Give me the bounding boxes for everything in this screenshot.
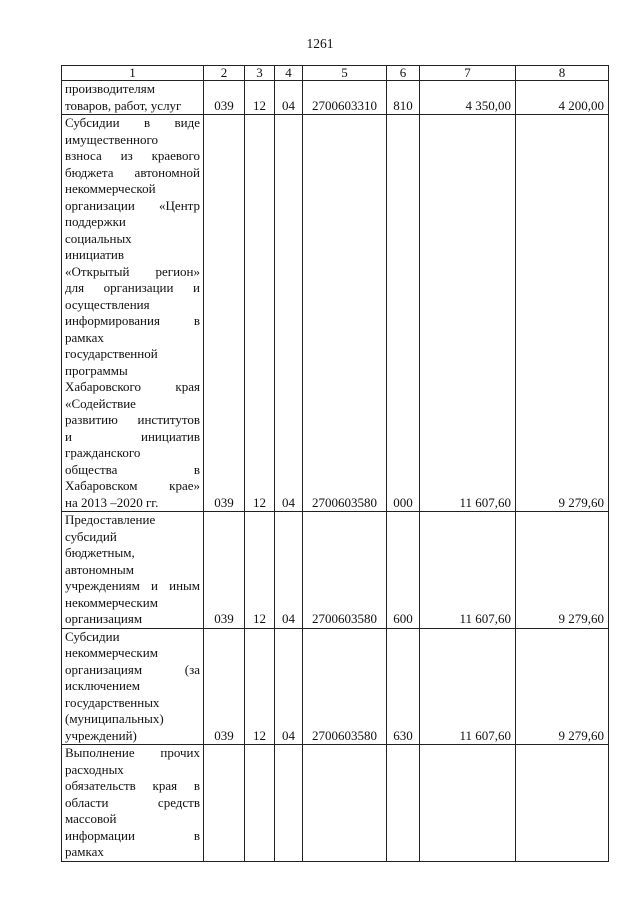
amount-2019-value: 11 607,60 [459,611,511,626]
column-header: 4 [275,66,303,81]
expense-type-value [389,844,417,861]
description-line: Предоставление [65,512,156,527]
description-line: массовой [65,811,117,826]
description-line: некоммерческим [65,645,158,660]
amount-2019-value [422,844,511,861]
expense-type-cell [387,628,420,745]
description-line: Хабаровского края [65,379,200,394]
description-line: некоммерческим [65,594,158,610]
column-header: 8 [516,66,609,81]
target-article-cell [303,745,387,862]
description-line: Субсидии [65,628,120,644]
description-line: «Открытый регион» [65,263,200,279]
admin-code-cell [204,745,245,862]
description-cell [62,115,204,512]
description-cell [62,745,204,862]
admin-code-value: 039 [214,611,234,626]
amount-2020-value [518,844,604,861]
description-line: программы [65,362,128,378]
table-row [62,81,609,115]
amount-2020-value: 9 279,60 [558,727,604,743]
admin-code-cell [204,628,245,745]
column-header: 3 [245,66,275,81]
admin-code-cell [204,512,245,629]
expense-type-value: 630 [393,727,413,743]
amount-2020-value: 9 279,60 [558,611,604,626]
subsection-cell [275,628,303,745]
description-line: области средств [65,794,200,810]
expense-type-value: 810 [393,97,413,113]
description-line: информирования в [65,313,200,328]
table-row [62,628,609,745]
budget-table [61,65,609,862]
description-line: взноса из краевого [65,148,200,163]
description-cell [62,628,204,745]
section-cell [245,512,275,629]
admin-code-value: 039 [214,727,234,743]
description-line: Хабаровском крае» [65,478,200,493]
table-row [62,745,609,862]
subsection-value: 04 [282,727,295,743]
description-line: развитию институтов [65,412,200,427]
admin-code-cell [204,81,245,115]
description-line: автономным [65,561,134,577]
expense-type-cell [387,745,420,862]
target-article-cell [303,628,387,745]
description-line: социальных [65,230,132,246]
description-line: учреждений) [65,727,137,743]
description-line: гражданского [65,445,141,460]
section-cell [245,745,275,862]
subsection-cell [275,745,303,862]
description-line: производителям [65,81,155,96]
section-value [247,844,272,861]
description-line: осуществления [65,296,150,312]
description-line: «Содействие [65,395,136,411]
description-line: рамках [65,329,104,345]
amount-2019-cell [420,628,516,745]
subsection-cell [275,115,303,512]
description-line: организациям (за [65,661,200,677]
subsection-value [277,844,300,861]
amount-2020-cell [516,115,609,512]
column-header: 2 [204,66,245,81]
amount-2019-cell [420,115,516,512]
subsection-value: 04 [282,97,295,113]
amount-2020-cell [516,628,609,745]
description-line: государственной [65,346,158,361]
header-row [62,66,609,81]
page-number: 1261 [306,36,334,51]
amount-2019-value: 11 607,60 [459,494,511,510]
description-line: инициатив [65,247,124,262]
target-article-cell [303,81,387,115]
admin-code-cell [204,115,245,512]
description-line: поддержки [65,214,126,229]
description-cell [62,512,204,629]
description-cell [62,81,204,115]
column-header: 1 [62,66,204,81]
description-line: учреждениям и иным [65,578,200,593]
amount-2020-cell [516,81,609,115]
description-line: общества в [65,461,200,477]
description-line: организациям [65,611,143,626]
amount-2020-value: 4 200,00 [558,97,604,113]
description-line: организации «Центр [65,197,200,213]
target-article-value: 2700603580 [312,611,377,626]
amount-2019-cell [420,81,516,115]
amount-2020-cell [516,745,609,862]
section-cell [245,115,275,512]
description-line: Субсидии в виде [65,115,200,130]
description-line: и инициатив [65,428,200,444]
amount-2019-value: 4 350,00 [465,97,511,113]
description-line: государственных [65,694,160,710]
target-article-value: 2700603310 [312,97,377,113]
description-line: субсидий [65,528,117,544]
description-line: бюджета автономной [65,164,200,180]
section-cell [245,628,275,745]
target-article-cell [303,115,387,512]
description-line: имущественного [65,131,158,147]
amount-2019-value: 11 607,60 [459,727,511,743]
description-line: (муниципальных) [65,711,164,726]
target-article-cell [303,512,387,629]
description-line: Выполнение прочих [65,745,200,760]
admin-code-value: 039 [214,494,234,510]
section-value: 12 [253,727,266,743]
subsection-cell [275,512,303,629]
section-value: 12 [253,97,266,113]
description-line: информации в [65,827,200,843]
subsection-value: 04 [282,611,295,626]
description-line: исключением [65,678,140,693]
expense-type-cell [387,81,420,115]
section-value: 12 [253,611,266,626]
description-line: бюджетным, [65,545,135,560]
description-line: для организации и [65,280,200,295]
expense-type-cell [387,512,420,629]
description-line: товаров, работ, услуг [65,97,182,113]
expense-type-value: 600 [393,611,413,626]
amount-2020-cell [516,512,609,629]
admin-code-value [206,844,242,861]
admin-code-value: 039 [214,97,234,113]
description-line: рамках [65,844,104,859]
amount-2019-cell [420,745,516,862]
column-header: 6 [387,66,420,81]
amount-2020-value: 9 279,60 [558,494,604,510]
expense-type-cell [387,115,420,512]
description-line: некоммерческой [65,181,156,196]
target-article-value [305,844,384,861]
column-header: 5 [303,66,387,81]
target-article-value: 2700603580 [312,494,377,510]
description-line: расходных [65,761,124,777]
amount-2019-cell [420,512,516,629]
subsection-cell [275,81,303,115]
target-article-value: 2700603580 [312,727,377,743]
description-line: обязательств края в [65,778,200,793]
column-header: 7 [420,66,516,81]
section-value: 12 [253,494,266,510]
subsection-value: 04 [282,494,295,510]
table-row [62,115,609,512]
expense-type-value: 000 [393,494,413,510]
section-cell [245,81,275,115]
description-line: на 2013 –2020 гг. [65,494,159,510]
table-row [62,512,609,629]
